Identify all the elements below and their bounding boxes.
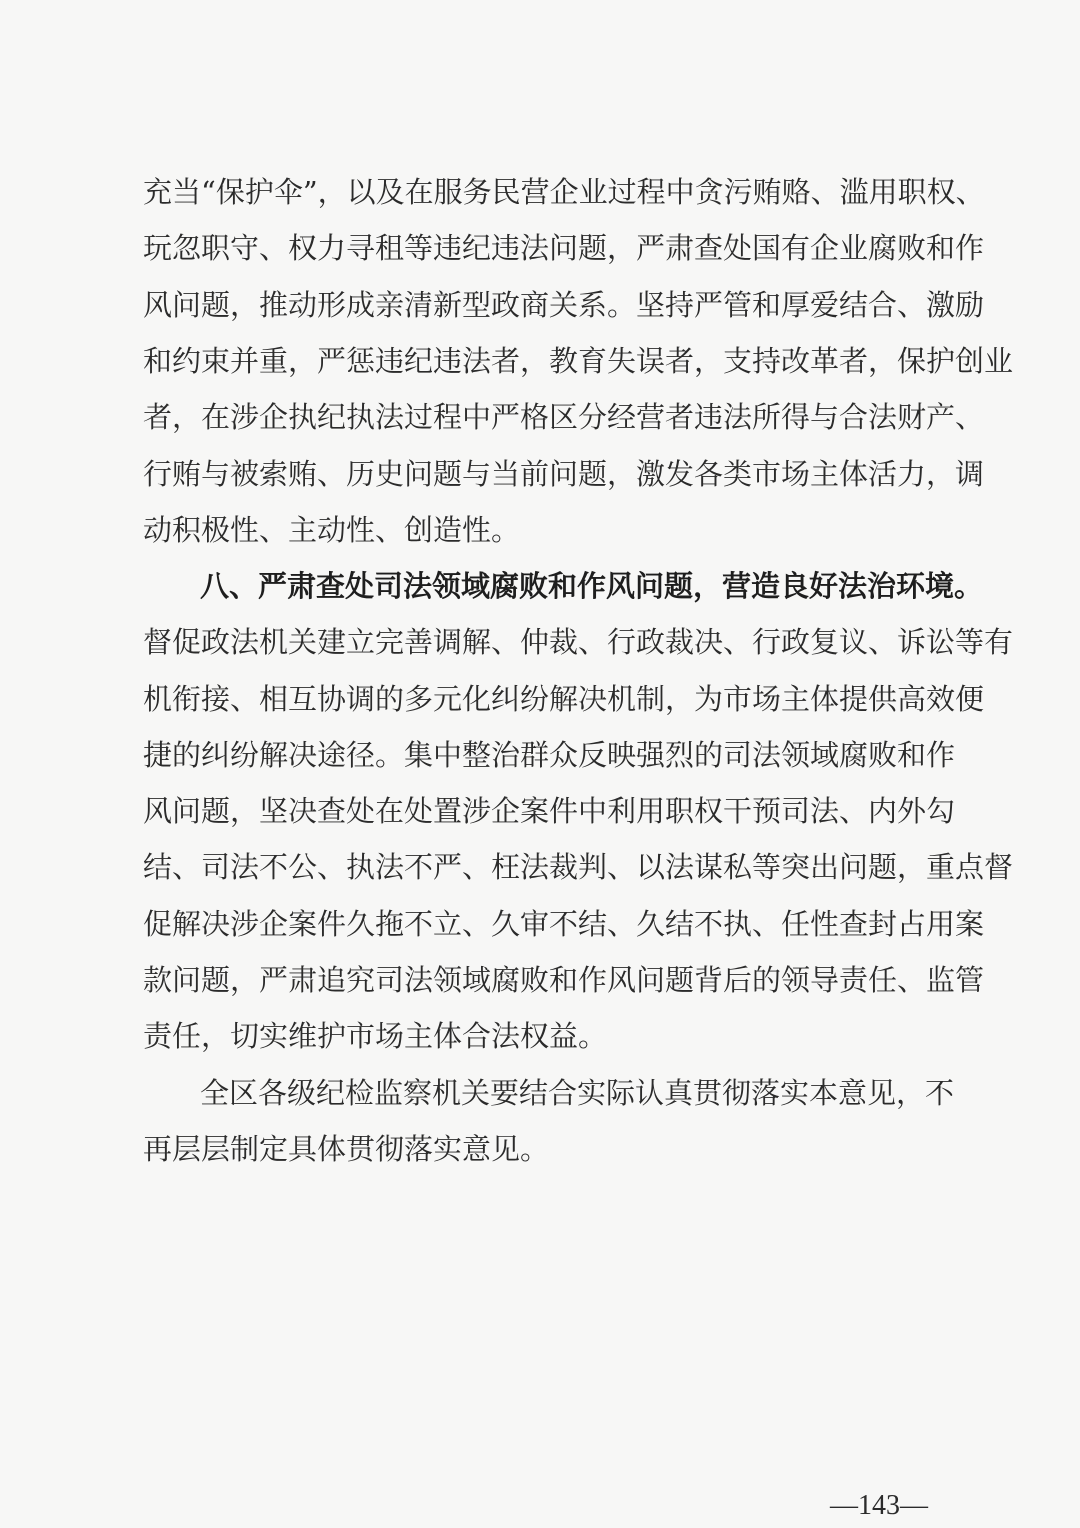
body-text-line: 再层层制定具体贯彻落实意见。 bbox=[143, 1132, 550, 1166]
body-text-line: 动积极性、主动性、创造性。 bbox=[143, 513, 521, 547]
body-text-line: 责任，切实维护市场主体合法权益。 bbox=[143, 1019, 608, 1053]
body-text-line: 风问题，推动形成亲清新型政商关系。坚持严管和厚爱结合、激励 bbox=[143, 288, 985, 322]
body-text-line: 款问题，严肃追究司法领域腐败和作风问题背后的领导责任、监管 bbox=[143, 963, 985, 997]
body-text-line: 风问题，坚决查处在处置涉企案件中利用职权干预司法、内外勾 bbox=[143, 794, 956, 828]
body-text-line: 机衔接、相互协调的多元化纠纷解决机制，为市场主体提供高效便 bbox=[143, 682, 985, 716]
section-heading: 八、严肃查处司法领域腐败和作风问题，营造良好法治环境。 bbox=[200, 569, 984, 603]
body-text-line: 全区各级纪检监察机关要结合实际认真贯彻落实本意见，不 bbox=[200, 1076, 955, 1110]
body-text-line: 玩忽职守、权力寻租等违纪违法问题，严肃查处国有企业腐败和作 bbox=[143, 231, 985, 265]
body-text-line: 结、司法不公、执法不严、枉法裁判、以法谋私等突出问题，重点督 bbox=[143, 850, 1014, 884]
page-number: —143— bbox=[830, 1490, 928, 1521]
body-text-line: 者，在涉企执纪执法过程中严格区分经营者违法所得与合法财产、 bbox=[143, 400, 985, 434]
body-text-line: 充当“保护伞”，以及在服务民营企业过程中贪污贿赂、滥用职权、 bbox=[143, 175, 985, 209]
body-text-line: 行贿与被索贿、历史问题与当前问题，激发各类市场主体活力，调 bbox=[143, 457, 985, 491]
body-text-line: 和约束并重，严惩违纪违法者，教育失误者，支持改革者，保护创业 bbox=[143, 344, 1014, 378]
body-text-line: 督促政法机关建立完善调解、仲裁、行政裁决、行政复议、诉讼等有 bbox=[143, 625, 1014, 659]
body-text-line: 捷的纠纷解决途径。集中整治群众反映强烈的司法领域腐败和作 bbox=[143, 738, 956, 772]
body-text-line: 促解决涉企案件久拖不立、久审不结、久结不执、任性查封占用案 bbox=[143, 907, 985, 941]
